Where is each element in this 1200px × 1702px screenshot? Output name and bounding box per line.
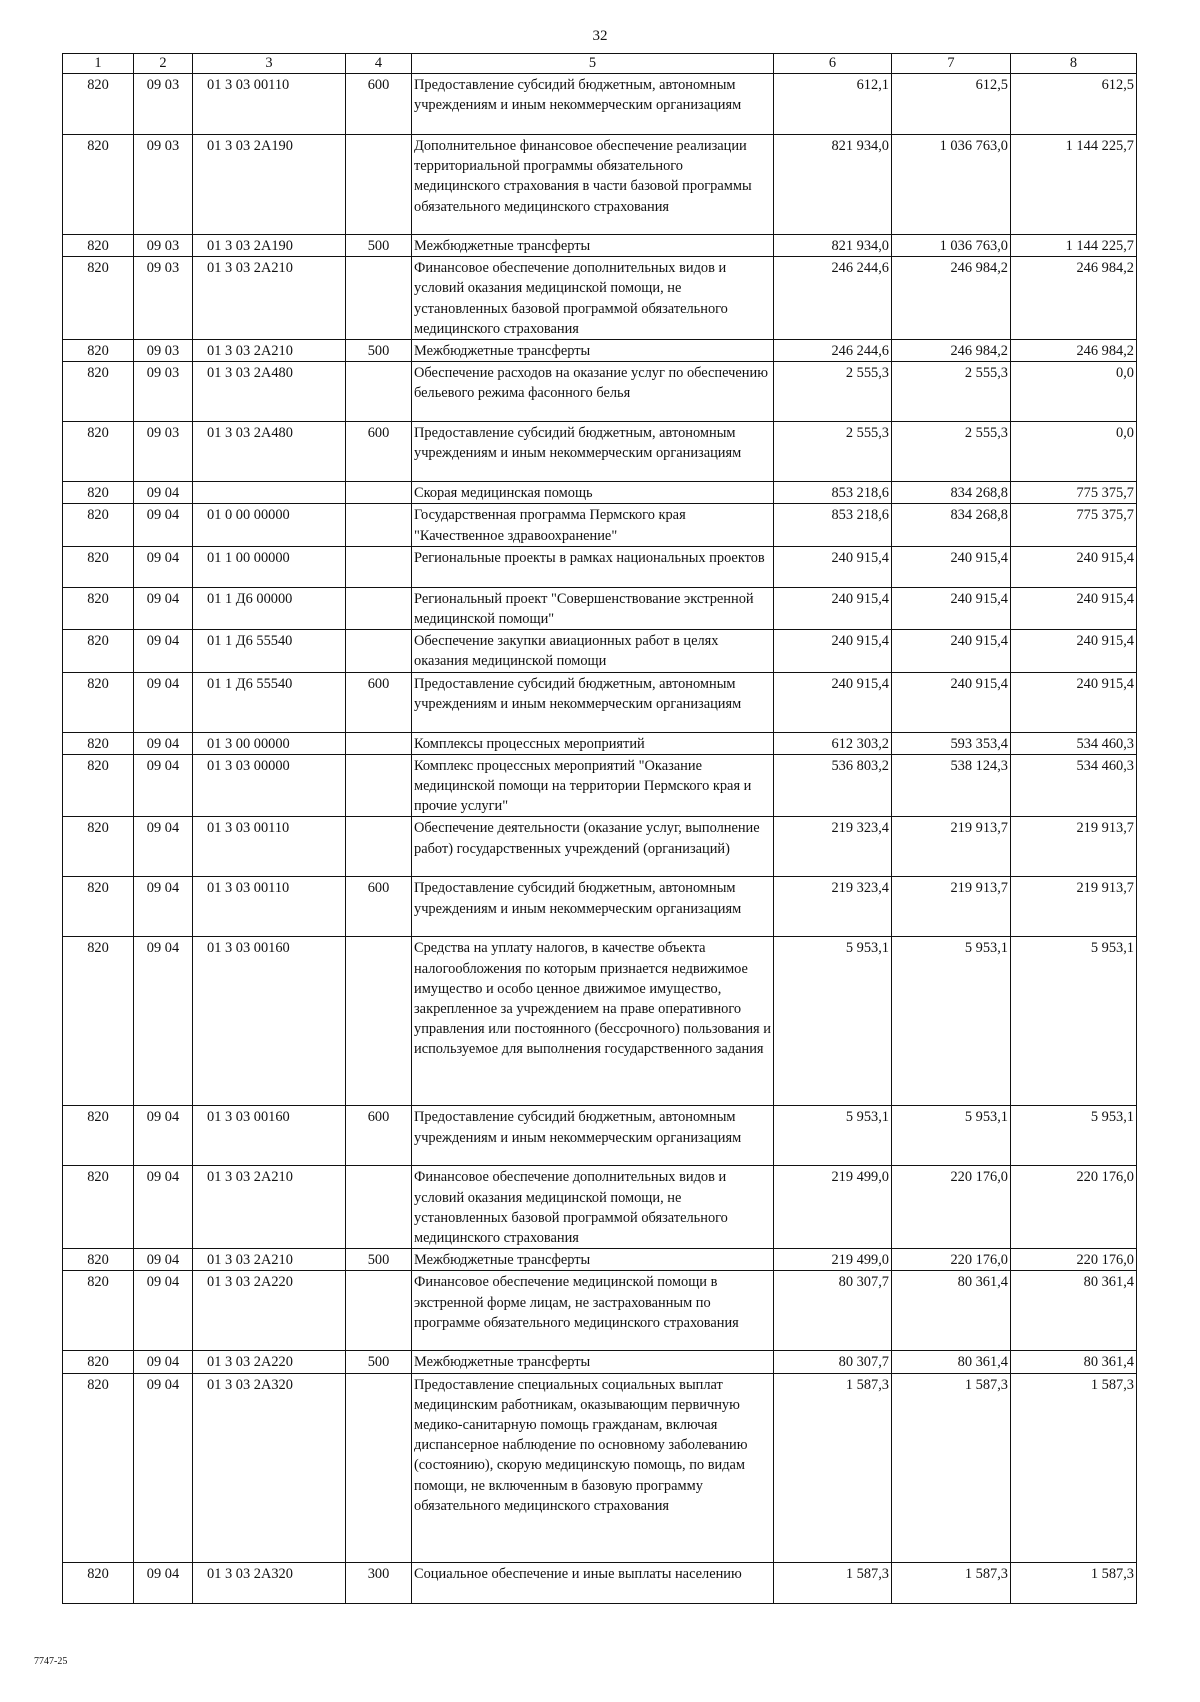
section-code-cell: 09 04 (134, 732, 193, 754)
expense-description-cell: Межбюджетные трансферты (412, 235, 774, 257)
ministry-code-cell: 820 (63, 732, 134, 754)
target-item-code-cell: 01 3 03 2А210 (193, 340, 346, 362)
amount-year3-cell: 246 984,2 (1011, 340, 1137, 362)
ministry-code-cell: 820 (63, 1562, 134, 1603)
expense-description-cell: Предоставление субсидий бюджетным, автономным учреждениям и иным некоммерческим организациям (412, 877, 774, 937)
amount-year2-cell: 240 915,4 (892, 587, 1011, 629)
table-row (63, 340, 1137, 362)
amount-year1-cell: 240 915,4 (774, 672, 892, 732)
amount-year1-cell: 246 244,6 (774, 340, 892, 362)
ministry-code-cell: 820 (63, 74, 134, 135)
section-code-cell: 09 04 (134, 817, 193, 877)
amount-year3-cell: 219 913,7 (1011, 877, 1137, 937)
amount-year1-cell: 2 555,3 (774, 422, 892, 482)
table-row (63, 235, 1137, 257)
table-row (63, 135, 1137, 235)
amount-year1-cell: 536 803,2 (774, 754, 892, 817)
expense-description-cell: Социальное обеспечение и иные выплаты населению (412, 1562, 774, 1603)
amount-year1-cell: 219 323,4 (774, 877, 892, 937)
expense-type-code-cell (346, 482, 412, 504)
expense-description-cell: Государственная программа Пермского края "Качественное здравоохранение" (412, 504, 774, 546)
amount-year3-cell: 0,0 (1011, 362, 1137, 422)
section-code-cell: 09 03 (134, 422, 193, 482)
target-item-code-cell: 01 3 03 00160 (193, 937, 346, 1106)
expense-type-code-cell (346, 754, 412, 817)
ministry-code-cell: 820 (63, 504, 134, 546)
expense-description-cell: Межбюджетные трансферты (412, 340, 774, 362)
amount-year3-cell: 240 915,4 (1011, 672, 1137, 732)
amount-year3-cell: 5 953,1 (1011, 1106, 1137, 1166)
table-row (63, 817, 1137, 877)
section-code-cell: 09 04 (134, 587, 193, 629)
expense-type-code-cell (346, 1166, 412, 1249)
column-header: 7 (892, 54, 1011, 74)
amount-year3-cell: 240 915,4 (1011, 587, 1137, 629)
ministry-code-cell: 820 (63, 817, 134, 877)
target-item-code-cell: 01 1 00 00000 (193, 546, 346, 587)
expense-description-cell: Региональные проекты в рамках национальных проектов (412, 546, 774, 587)
amount-year2-cell: 1 587,3 (892, 1562, 1011, 1603)
target-item-code-cell: 01 3 03 2А210 (193, 257, 346, 340)
budget-table (62, 53, 1137, 1604)
budget-table-container (62, 53, 1136, 1604)
expense-description-cell: Комплекс процессных мероприятий "Оказание медицинской помощи на территории Пермского края и прочие услуги" (412, 754, 774, 817)
expense-description-cell: Предоставление специальных социальных выплат медицинским работникам, оказывающим первичную медико-санитарную помощь гражданам, включая диспансерное наблюдение по основному заболеванию (состоянию), скорую медицинскую помощь, по видам помощи, не включенным в базовую программу обязательного медицинского страхования (412, 1373, 774, 1562)
section-code-cell: 09 03 (134, 135, 193, 235)
section-code-cell: 09 04 (134, 672, 193, 732)
amount-year3-cell: 775 375,7 (1011, 482, 1137, 504)
target-item-code-cell: 01 3 00 00000 (193, 732, 346, 754)
column-header: 4 (346, 54, 412, 74)
amount-year3-cell: 612,5 (1011, 74, 1137, 135)
expense-type-code-cell (346, 732, 412, 754)
section-code-cell: 09 04 (134, 1351, 193, 1373)
section-code-cell: 09 04 (134, 1249, 193, 1271)
table-row (63, 422, 1137, 482)
column-header: 8 (1011, 54, 1137, 74)
expense-type-code-cell (346, 1373, 412, 1562)
amount-year3-cell: 240 915,4 (1011, 546, 1137, 587)
amount-year3-cell: 0,0 (1011, 422, 1137, 482)
ministry-code-cell: 820 (63, 877, 134, 937)
expense-description-cell: Обеспечение расходов на оказание услуг по обеспечению бельевого режима фасонного белья (412, 362, 774, 422)
amount-year2-cell: 80 361,4 (892, 1271, 1011, 1351)
column-header: 1 (63, 54, 134, 74)
section-code-cell: 09 04 (134, 877, 193, 937)
table-row (63, 672, 1137, 732)
amount-year2-cell: 240 915,4 (892, 546, 1011, 587)
column-header: 2 (134, 54, 193, 74)
amount-year3-cell: 80 361,4 (1011, 1271, 1137, 1351)
amount-year3-cell: 246 984,2 (1011, 257, 1137, 340)
expense-description-cell: Финансовое обеспечение дополнительных видов и условий оказания медицинской помощи, не установленных базовой программой обязательного медицинского страхования (412, 257, 774, 340)
ministry-code-cell: 820 (63, 937, 134, 1106)
amount-year1-cell: 219 499,0 (774, 1249, 892, 1271)
amount-year1-cell: 219 323,4 (774, 817, 892, 877)
section-code-cell: 09 03 (134, 235, 193, 257)
target-item-code-cell: 01 3 03 00110 (193, 74, 346, 135)
amount-year1-cell: 5 953,1 (774, 937, 892, 1106)
target-item-code-cell: 01 3 03 2А210 (193, 1166, 346, 1249)
expense-description-cell: Обеспечение деятельности (оказание услуг, выполнение работ) государственных учреждений (организаций) (412, 817, 774, 877)
expense-type-code-cell (346, 937, 412, 1106)
amount-year2-cell: 2 555,3 (892, 362, 1011, 422)
table-row (63, 1562, 1137, 1603)
amount-year3-cell: 1 587,3 (1011, 1562, 1137, 1603)
amount-year1-cell: 240 915,4 (774, 546, 892, 587)
ministry-code-cell: 820 (63, 235, 134, 257)
amount-year2-cell: 1 587,3 (892, 1373, 1011, 1562)
target-item-code-cell: 01 3 03 00110 (193, 817, 346, 877)
table-row (63, 74, 1137, 135)
target-item-code-cell: 01 3 03 2А220 (193, 1351, 346, 1373)
amount-year2-cell: 80 361,4 (892, 1351, 1011, 1373)
amount-year1-cell: 821 934,0 (774, 135, 892, 235)
ministry-code-cell: 820 (63, 1351, 134, 1373)
amount-year2-cell: 240 915,4 (892, 672, 1011, 732)
table-row (63, 362, 1137, 422)
table-row (63, 1106, 1137, 1166)
expense-description-cell: Скорая медицинская помощь (412, 482, 774, 504)
expense-description-cell: Комплексы процессных мероприятий (412, 732, 774, 754)
ministry-code-cell: 820 (63, 587, 134, 629)
amount-year1-cell: 246 244,6 (774, 257, 892, 340)
amount-year3-cell: 219 913,7 (1011, 817, 1137, 877)
amount-year3-cell: 220 176,0 (1011, 1249, 1137, 1271)
document-id: 7747-25 (34, 1656, 68, 1667)
table-row (63, 630, 1137, 672)
amount-year3-cell: 1 144 225,7 (1011, 235, 1137, 257)
section-code-cell: 09 04 (134, 1562, 193, 1603)
section-code-cell: 09 04 (134, 630, 193, 672)
table-row (63, 1166, 1137, 1249)
expense-type-code-cell (346, 587, 412, 629)
section-code-cell: 09 04 (134, 937, 193, 1106)
expense-type-code-cell (346, 362, 412, 422)
amount-year3-cell: 1 144 225,7 (1011, 135, 1137, 235)
table-row (63, 732, 1137, 754)
amount-year2-cell: 5 953,1 (892, 1106, 1011, 1166)
expense-type-code-cell (346, 1271, 412, 1351)
expense-description-cell: Предоставление субсидий бюджетным, автономным учреждениям и иным некоммерческим организациям (412, 672, 774, 732)
amount-year2-cell: 246 984,2 (892, 257, 1011, 340)
expense-description-cell: Региональный проект "Совершенствование экстренной медицинской помощи" (412, 587, 774, 629)
amount-year1-cell: 1 587,3 (774, 1373, 892, 1562)
expense-type-code-cell: 500 (346, 235, 412, 257)
expense-description-cell: Межбюджетные трансферты (412, 1249, 774, 1271)
amount-year1-cell: 80 307,7 (774, 1271, 892, 1351)
amount-year3-cell: 775 375,7 (1011, 504, 1137, 546)
amount-year1-cell: 821 934,0 (774, 235, 892, 257)
header-row (63, 54, 1137, 74)
expense-description-cell: Предоставление субсидий бюджетным, автономным учреждениям и иным некоммерческим организациям (412, 422, 774, 482)
expense-type-code-cell: 500 (346, 1351, 412, 1373)
target-item-code-cell: 01 3 03 00000 (193, 754, 346, 817)
table-row (63, 482, 1137, 504)
amount-year1-cell: 2 555,3 (774, 362, 892, 422)
ministry-code-cell: 820 (63, 422, 134, 482)
table-row (63, 504, 1137, 546)
expense-type-code-cell (346, 546, 412, 587)
expense-description-cell: Межбюджетные трансферты (412, 1351, 774, 1373)
expense-description-cell: Средства на уплату налогов, в качестве объекта налогообложения по которым признается недвижимое имущество и особо ценное движимое имущество, закрепленное за учреждением на праве оперативного управления или постоянного (бессрочного) пользования и используемое для выполнения государственного задания (412, 937, 774, 1106)
section-code-cell: 09 04 (134, 1271, 193, 1351)
table-row (63, 257, 1137, 340)
section-code-cell: 09 04 (134, 1166, 193, 1249)
table-row (63, 1373, 1137, 1562)
ministry-code-cell: 820 (63, 546, 134, 587)
ministry-code-cell: 820 (63, 1249, 134, 1271)
target-item-code-cell: 01 1 Д6 55540 (193, 630, 346, 672)
amount-year1-cell: 240 915,4 (774, 587, 892, 629)
expense-type-code-cell: 300 (346, 1562, 412, 1603)
table-body (63, 74, 1137, 1604)
expense-type-code-cell (346, 135, 412, 235)
amount-year3-cell: 5 953,1 (1011, 937, 1137, 1106)
amount-year3-cell: 80 361,4 (1011, 1351, 1137, 1373)
ministry-code-cell: 820 (63, 340, 134, 362)
target-item-code-cell: 01 3 03 2А480 (193, 362, 346, 422)
amount-year3-cell: 534 460,3 (1011, 732, 1137, 754)
expense-description-cell: Предоставление субсидий бюджетным, автономным учреждениям и иным некоммерческим организациям (412, 74, 774, 135)
ministry-code-cell: 820 (63, 754, 134, 817)
expense-type-code-cell: 600 (346, 672, 412, 732)
amount-year1-cell: 80 307,7 (774, 1351, 892, 1373)
amount-year1-cell: 240 915,4 (774, 630, 892, 672)
expense-description-cell: Финансовое обеспечение дополнительных видов и условий оказания медицинской помощи, не установленных базовой программой обязательного медицинского страхования (412, 1166, 774, 1249)
expense-type-code-cell: 500 (346, 340, 412, 362)
amount-year2-cell: 240 915,4 (892, 630, 1011, 672)
amount-year2-cell: 246 984,2 (892, 340, 1011, 362)
section-code-cell: 09 04 (134, 754, 193, 817)
target-item-code-cell: 01 1 Д6 00000 (193, 587, 346, 629)
section-code-cell: 09 03 (134, 340, 193, 362)
ministry-code-cell: 820 (63, 672, 134, 732)
amount-year2-cell: 1 036 763,0 (892, 235, 1011, 257)
amount-year2-cell: 834 268,8 (892, 482, 1011, 504)
target-item-code-cell: 01 1 Д6 55540 (193, 672, 346, 732)
expense-type-code-cell (346, 630, 412, 672)
amount-year2-cell: 219 913,7 (892, 877, 1011, 937)
table-row (63, 1249, 1137, 1271)
expense-type-code-cell: 600 (346, 422, 412, 482)
expense-type-code-cell (346, 504, 412, 546)
amount-year2-cell: 612,5 (892, 74, 1011, 135)
expense-type-code-cell: 600 (346, 877, 412, 937)
target-item-code-cell: 01 3 03 2А220 (193, 1271, 346, 1351)
ministry-code-cell: 820 (63, 257, 134, 340)
target-item-code-cell (193, 482, 346, 504)
section-code-cell: 09 03 (134, 362, 193, 422)
column-header: 6 (774, 54, 892, 74)
target-item-code-cell: 01 3 03 2А190 (193, 135, 346, 235)
target-item-code-cell: 01 0 00 00000 (193, 504, 346, 546)
expense-description-cell: Финансовое обеспечение медицинской помощи в экстренной форме лицам, не застрахованным по программе обязательного медицинского страхования (412, 1271, 774, 1351)
table-row (63, 546, 1137, 587)
section-code-cell: 09 04 (134, 546, 193, 587)
amount-year1-cell: 853 218,6 (774, 482, 892, 504)
amount-year2-cell: 593 353,4 (892, 732, 1011, 754)
amount-year3-cell: 1 587,3 (1011, 1373, 1137, 1562)
target-item-code-cell: 01 3 03 00110 (193, 877, 346, 937)
amount-year2-cell: 219 913,7 (892, 817, 1011, 877)
expense-description-cell: Предоставление субсидий бюджетным, автономным учреждениям и иным некоммерческим организациям (412, 1106, 774, 1166)
table-row (63, 587, 1137, 629)
ministry-code-cell: 820 (63, 630, 134, 672)
table-row (63, 937, 1137, 1106)
target-item-code-cell: 01 3 03 2А190 (193, 235, 346, 257)
section-code-cell: 09 03 (134, 74, 193, 135)
amount-year2-cell: 834 268,8 (892, 504, 1011, 546)
amount-year3-cell: 534 460,3 (1011, 754, 1137, 817)
expense-type-code-cell (346, 817, 412, 877)
amount-year1-cell: 612,1 (774, 74, 892, 135)
expense-description-cell: Дополнительное финансовое обеспечение реализации территориальной программы обязательного медицинского страхования в части базовой программы обязательного медицинского страхования (412, 135, 774, 235)
target-item-code-cell: 01 3 03 2А210 (193, 1249, 346, 1271)
section-code-cell: 09 04 (134, 1373, 193, 1562)
ministry-code-cell: 820 (63, 1166, 134, 1249)
target-item-code-cell: 01 3 03 2А320 (193, 1562, 346, 1603)
amount-year2-cell: 5 953,1 (892, 937, 1011, 1106)
section-code-cell: 09 04 (134, 504, 193, 546)
expense-type-code-cell (346, 257, 412, 340)
table-row (63, 1351, 1137, 1373)
table-row (63, 877, 1137, 937)
expense-description-cell: Обеспечение закупки авиационных работ в целях оказания медицинской помощи (412, 630, 774, 672)
amount-year3-cell: 220 176,0 (1011, 1166, 1137, 1249)
expense-type-code-cell: 500 (346, 1249, 412, 1271)
amount-year2-cell: 220 176,0 (892, 1166, 1011, 1249)
amount-year2-cell: 2 555,3 (892, 422, 1011, 482)
column-header: 3 (193, 54, 346, 74)
amount-year3-cell: 240 915,4 (1011, 630, 1137, 672)
target-item-code-cell: 01 3 03 2А320 (193, 1373, 346, 1562)
section-code-cell: 09 04 (134, 482, 193, 504)
ministry-code-cell: 820 (63, 1271, 134, 1351)
target-item-code-cell: 01 3 03 00160 (193, 1106, 346, 1166)
section-code-cell: 09 04 (134, 1106, 193, 1166)
ministry-code-cell: 820 (63, 1373, 134, 1562)
table-row (63, 754, 1137, 817)
column-header: 5 (412, 54, 774, 74)
amount-year2-cell: 1 036 763,0 (892, 135, 1011, 235)
amount-year2-cell: 220 176,0 (892, 1249, 1011, 1271)
expense-type-code-cell: 600 (346, 74, 412, 135)
section-code-cell: 09 03 (134, 257, 193, 340)
amount-year1-cell: 1 587,3 (774, 1562, 892, 1603)
table-row (63, 1271, 1137, 1351)
ministry-code-cell: 820 (63, 1106, 134, 1166)
amount-year1-cell: 219 499,0 (774, 1166, 892, 1249)
ministry-code-cell: 820 (63, 482, 134, 504)
expense-type-code-cell: 600 (346, 1106, 412, 1166)
amount-year1-cell: 5 953,1 (774, 1106, 892, 1166)
amount-year2-cell: 538 124,3 (892, 754, 1011, 817)
page-number: 32 (592, 28, 608, 44)
ministry-code-cell: 820 (63, 135, 134, 235)
ministry-code-cell: 820 (63, 362, 134, 422)
target-item-code-cell: 01 3 03 2А480 (193, 422, 346, 482)
amount-year1-cell: 853 218,6 (774, 504, 892, 546)
amount-year1-cell: 612 303,2 (774, 732, 892, 754)
